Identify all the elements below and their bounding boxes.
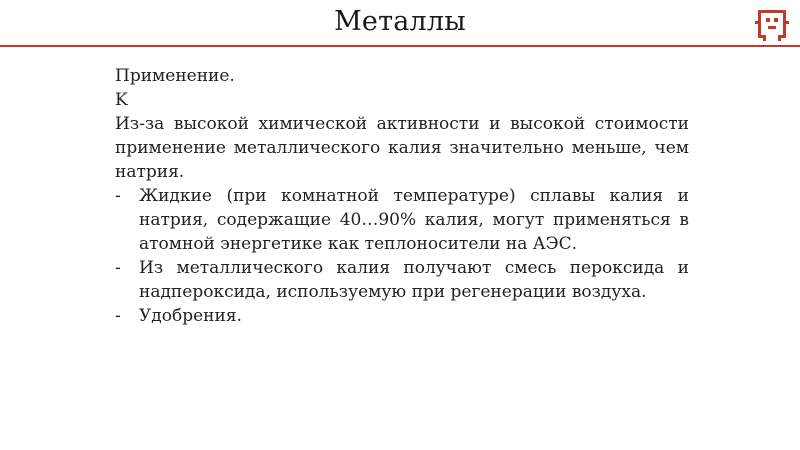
bullet-dash: - xyxy=(115,186,121,206)
application-list xyxy=(115,184,689,328)
pixel-robot-icon xyxy=(755,7,789,41)
bullet-dash: - xyxy=(115,306,121,326)
list-item xyxy=(115,184,689,256)
list-item-text: Из металлического калия получают смесь пероксида и надпероксида, используемую при регенерации воздуха. xyxy=(139,258,689,302)
slide-title: Металлы xyxy=(334,6,466,37)
intro-paragraph: Из-за высокой химической активности и высокой стоимости применение металлического калия значительно меньше, чем натрия. xyxy=(115,114,689,182)
content-heading: Применение. xyxy=(115,66,235,86)
list-item xyxy=(115,304,689,328)
list-item-text: Удобрения. xyxy=(139,306,242,326)
title-rule xyxy=(0,45,800,47)
slide-content xyxy=(115,64,689,328)
bullet-dash: - xyxy=(115,258,121,278)
element-symbol: K xyxy=(115,90,128,110)
list-item xyxy=(115,256,689,304)
list-item-text: Жидкие (при комнатной температуре) сплавы калия и натрия, содержащие 40…90% калия, могут применяться в атомной энергетике как теплоносители на АЭС. xyxy=(139,186,689,254)
